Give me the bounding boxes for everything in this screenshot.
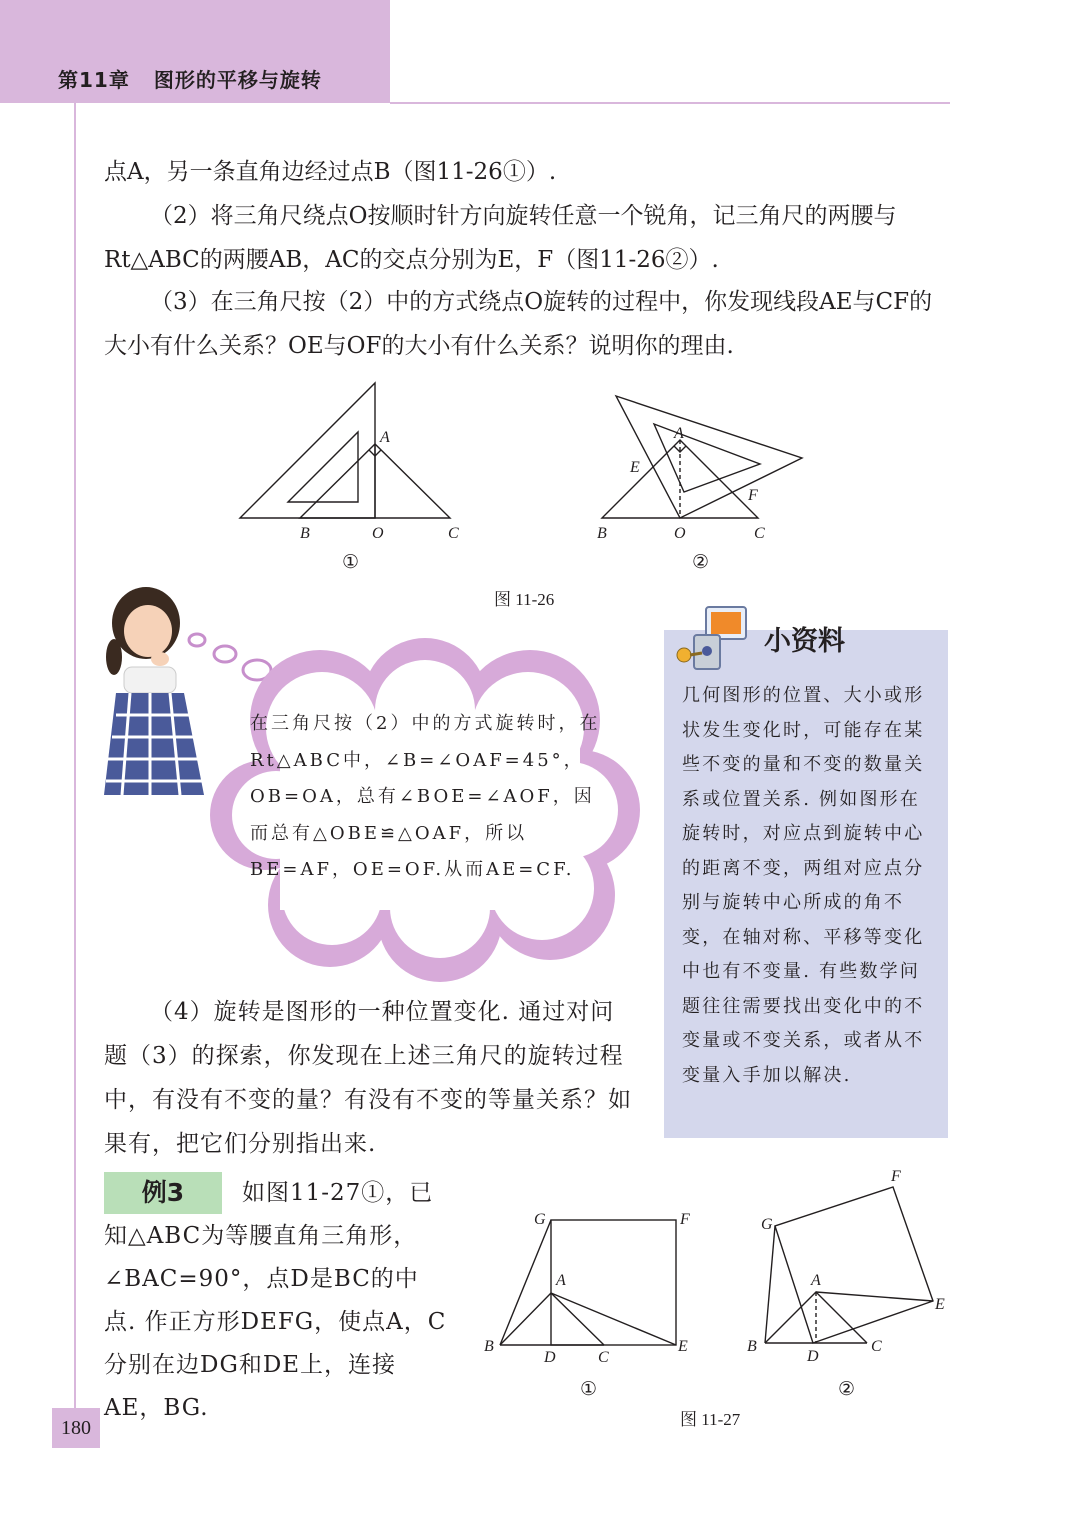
figure-11-26-2 xyxy=(592,390,812,550)
label-f: F xyxy=(748,487,758,504)
label-e: E xyxy=(935,1296,945,1313)
set-square-inner xyxy=(654,424,760,492)
label-f: F xyxy=(680,1211,690,1228)
label-d: D xyxy=(544,1349,556,1366)
label-f: F xyxy=(891,1168,901,1185)
info-box-text: 几何图形的位置、大小或形状发生变化时，可能存在某些不变的量和不变的数量关系或位置关系. 例如图形在旋转时，对应点到旋转中心的距离不变，两组对应点分别与旋转中心所成的角不变，在轴对称、平移等变化中也有不变量. 有些数学问题往往需要找出变化中的不变量或不变关系，或者从不变量入手加以解决. xyxy=(682,685,925,1086)
label-b: B xyxy=(300,525,310,542)
label-c: C xyxy=(598,1349,609,1366)
figure-11-27-sub1-label: ① xyxy=(580,1378,598,1400)
example-label: 例3 xyxy=(104,1172,222,1214)
label-b: B xyxy=(484,1338,494,1355)
line-bg xyxy=(765,1226,775,1343)
figure-11-26-1 xyxy=(230,378,470,548)
figure-11-27-2 xyxy=(745,1165,965,1365)
set-square-inner xyxy=(288,432,358,502)
page-number: 180 xyxy=(52,1408,100,1448)
thinking-girl-illustration xyxy=(100,585,212,800)
label-a: A xyxy=(674,425,684,442)
figure-11-26-sub2-label: ② xyxy=(692,551,710,573)
computer-icon xyxy=(672,603,754,671)
info-box-title: 小资料 xyxy=(764,626,845,657)
set-square-outer xyxy=(616,396,802,518)
paragraph-2: （2）将三角尺绕点O按顺时针方向旋转任意一个锐角，记三角尺的两腰与Rt△ABC的两腰AB，AC的交点分别为E，F（图11-26②）. xyxy=(104,203,897,273)
margin-rule xyxy=(74,103,76,1433)
figure-11-27-caption: 图 11-27 xyxy=(680,1410,741,1429)
label-a: A xyxy=(380,429,390,446)
label-g: G xyxy=(534,1211,546,1228)
lines-ba-ac xyxy=(500,1293,604,1345)
figure-11-27-1 xyxy=(480,1200,700,1370)
square-defg xyxy=(551,1220,676,1345)
figure-11-26-caption: 图 11-26 xyxy=(494,590,555,609)
square-defg xyxy=(775,1187,933,1343)
label-c: C xyxy=(448,525,459,542)
label-e: E xyxy=(678,1338,688,1355)
label-a: A xyxy=(556,1272,566,1289)
example-text: 如图11-27①，已知△ABC为等腰直角三角形，∠BAC=90°，点D是BC的中点. 作正方形DEFG，使点A，C分别在边DG和DE上，连接AE，BG. xyxy=(104,1180,447,1421)
header-rule xyxy=(390,102,950,104)
line-ae xyxy=(551,1293,676,1345)
label-g: G xyxy=(761,1216,773,1233)
label-o: O xyxy=(674,525,686,542)
chapter-header xyxy=(58,64,346,93)
line-bg xyxy=(500,1220,551,1345)
paragraph-1: 点A，另一条直角边经过点B（图11-26①）. xyxy=(104,159,557,185)
label-b: B xyxy=(597,525,607,542)
label-o: O xyxy=(372,525,384,542)
figure-11-26-sub1-label: ① xyxy=(342,551,360,573)
paragraph-3: （3）在三角尺按（2）中的方式绕点O旋转的过程中，你发现线段AE与CF的大小有什么关系？OE与OF的大小有什么关系？说明你的理由. xyxy=(104,289,933,359)
label-e: E xyxy=(630,459,640,476)
chapter-title: 图形的平移与旋转 xyxy=(153,68,322,92)
label-c: C xyxy=(871,1338,882,1355)
paragraph-4: （4）旋转是图形的一种位置变化. 通过对问题（3）的探索，你发现在上述三角尺的旋转过程中，有没有不变的量？有没有不变的等量关系？如果有，把它们分别指出来. xyxy=(104,999,632,1157)
label-d: D xyxy=(807,1348,819,1365)
set-square-outer xyxy=(240,383,375,518)
label-a: A xyxy=(811,1272,821,1289)
chapter-number: 第11章 xyxy=(58,68,130,92)
thought-cloud-text: 在三角尺按（2）中的方式旋转时，在Rt△ABC中，∠B=∠OAF=45°，OB=OA，总有∠BOE=∠AOF，因而总有△OBE≌△OAF，所以BE=AF，OE=OF.从而AE=CF. xyxy=(250,713,601,880)
figure-11-27-sub2-label: ② xyxy=(838,1378,856,1400)
label-b: B xyxy=(747,1338,757,1355)
label-c: C xyxy=(754,525,765,542)
line-ae xyxy=(816,1292,933,1301)
